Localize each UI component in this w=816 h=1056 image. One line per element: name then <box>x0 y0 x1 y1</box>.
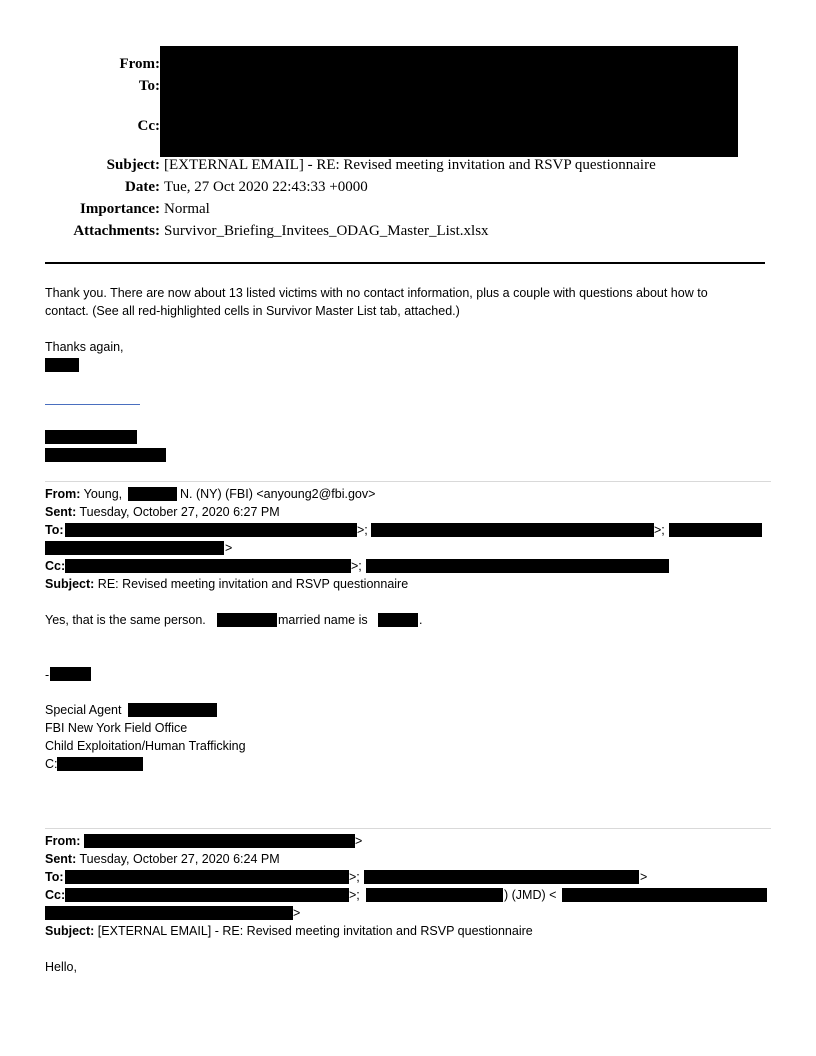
redaction-recipients <box>160 46 738 157</box>
message-separator-2 <box>45 828 771 829</box>
sig-title: Special Agent <box>45 703 122 717</box>
redaction-sig-name <box>128 703 217 717</box>
body-line-1: Thank you. There are now about 13 listed victims with no contact information, plus a couple with questions about how to <box>45 286 708 300</box>
date-value: Tue, 27 Oct 2020 22:43:33 +0000 <box>164 179 368 195</box>
msg2-sent-value: Tuesday, October 27, 2020 6:27 PM <box>79 505 280 519</box>
date-label: Date: <box>125 179 160 195</box>
attachments-label: Attachments: <box>73 223 160 239</box>
sig-office: FBI New York Field Office <box>45 721 188 735</box>
msg2-sent-label: Sent: <box>45 505 77 519</box>
redaction-msg2-from <box>128 487 177 501</box>
msg2-from-label: From: <box>45 487 81 501</box>
msg2-from-name: Young, <box>83 487 123 501</box>
msg3-to-label: To: <box>45 870 64 884</box>
msg3-greeting: Hello, <box>45 960 77 974</box>
redaction-msg2-cc-1 <box>65 559 351 573</box>
msg2-to-label: To: <box>45 523 64 537</box>
msg3-cc-sep: >; <box>349 888 360 902</box>
msg2-from-email[interactable]: N. (NY) (FBI) <anyoung2@fbi.gov> <box>180 487 376 501</box>
msg3-sent-label: Sent: <box>45 852 77 866</box>
sig-unit: Child Exploitation/Human Trafficking <box>45 739 246 753</box>
redaction-msg2-initials <box>50 667 91 681</box>
redaction-msg2-cc-2 <box>366 559 669 573</box>
redaction-msg2-name-1 <box>217 613 277 627</box>
msg2-dash: - <box>45 668 50 682</box>
redaction-msg2-to-3 <box>669 523 762 537</box>
msg2-subject-value: RE: Revised meeting invitation and RSVP questionnaire <box>97 577 409 591</box>
msg2-body-text: Yes, that is the same person. <box>45 613 206 627</box>
message-separator-1 <box>45 481 771 482</box>
msg2-cc-label: Cc: <box>45 559 66 573</box>
cc-label: Cc: <box>137 118 160 134</box>
redaction-msg2-to-4 <box>45 541 224 555</box>
redaction-msg3-cc-4 <box>45 906 293 920</box>
redaction-msg3-cc-1 <box>65 888 349 902</box>
msg2-body-period: . <box>419 613 423 627</box>
msg2-cc-sep: >; <box>351 559 362 573</box>
subject-value: [EXTERNAL EMAIL] - RE: Revised meeting invitation and RSVP questionnaire <box>164 157 656 173</box>
msg2-subject-label: Subject: <box>45 577 95 591</box>
redacted-link[interactable] <box>45 404 140 405</box>
msg2-to-sep-2: >; <box>654 523 665 537</box>
msg3-to-close: > <box>640 870 648 884</box>
redaction-msg3-cc-2 <box>366 888 503 902</box>
msg3-subject-label: Subject: <box>45 924 95 938</box>
subject-label: Subject: <box>106 157 160 173</box>
redaction-sig-phone <box>57 757 143 771</box>
msg3-subject-value: [EXTERNAL EMAIL] - RE: Revised meeting invitation and RSVP questionnaire <box>97 924 533 938</box>
redaction-msg2-to-2 <box>371 523 654 537</box>
redaction-msg3-from <box>84 834 355 848</box>
redaction-msg3-to-1 <box>65 870 349 884</box>
msg3-cc-label: Cc: <box>45 888 66 902</box>
importance-label: Importance: <box>80 201 160 217</box>
msg2-to-close: > <box>225 541 233 555</box>
redaction-msg2-to-1 <box>65 523 357 537</box>
to-label: To: <box>138 78 160 94</box>
msg2-body-mid: married name is <box>278 613 368 627</box>
msg3-to-sep: >; <box>349 870 360 884</box>
redaction-msg2-name-2 <box>378 613 418 627</box>
header-divider <box>45 262 765 264</box>
msg3-from-label: From: <box>45 834 81 848</box>
redaction-signature-1 <box>45 430 137 444</box>
from-label: From: <box>119 56 160 72</box>
redaction-signature-2 <box>45 448 166 462</box>
msg3-from-close: > <box>355 834 363 848</box>
msg3-cc-close: > <box>293 906 301 920</box>
redaction-sender-name <box>45 358 79 372</box>
msg3-cc-jmd: ) (JMD) < <box>504 888 557 902</box>
redaction-msg3-cc-3 <box>562 888 767 902</box>
signoff: Thanks again, <box>45 340 124 354</box>
attachment-filename[interactable]: Survivor_Briefing_Invitees_ODAG_Master_List.xlsx <box>164 223 489 239</box>
importance-value: Normal <box>164 201 210 217</box>
msg2-to-sep-1: >; <box>357 523 368 537</box>
msg3-sent-value: Tuesday, October 27, 2020 6:24 PM <box>79 852 280 866</box>
body-line-2: contact. (See all red-highlighted cells in Survivor Master List tab, attached.) <box>45 304 460 318</box>
sig-phone-label: C: <box>45 757 58 771</box>
redaction-msg3-to-2 <box>364 870 639 884</box>
